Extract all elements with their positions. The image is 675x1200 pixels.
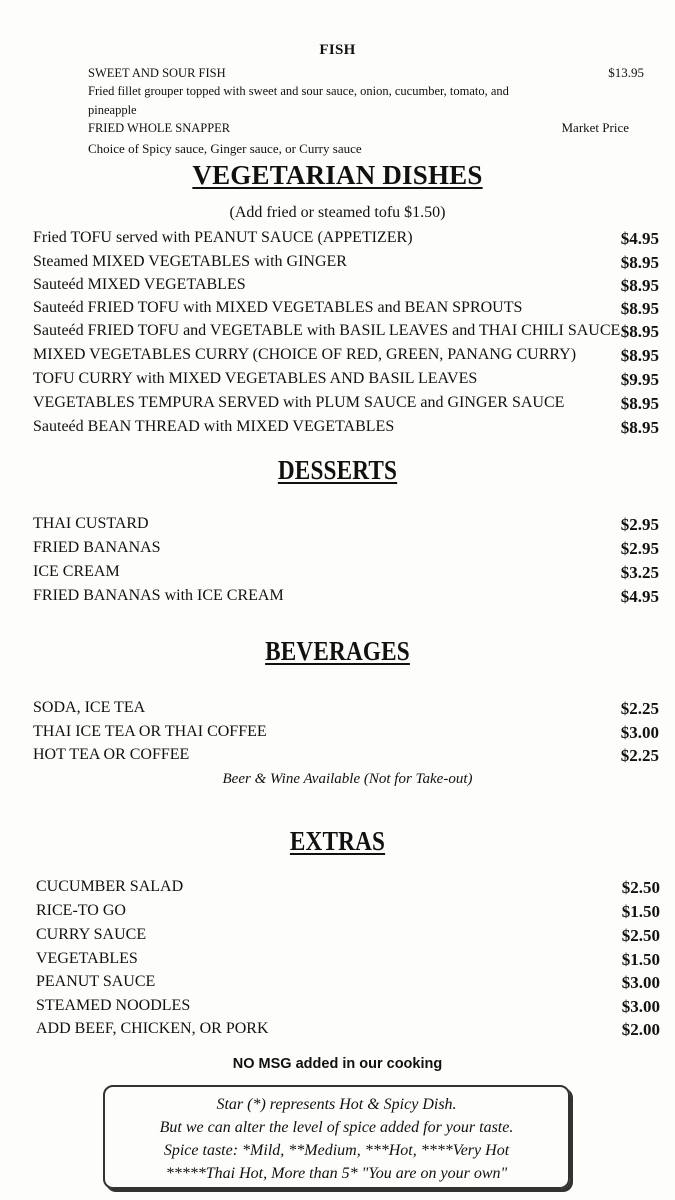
menu-item-price: $2.25 — [620, 746, 659, 765]
menu-item — [36, 950, 660, 974]
menu-item-name: Fried TOFU served with PEANUT SAUCE (APPETIZER) — [33, 229, 413, 246]
menu-item-name: TOFU CURRY with MIXED VEGETABLES AND BASIL LEAVES — [33, 370, 478, 387]
fish-item-description: Choice of Spicy sauce, Ginger sauce, or Curry sauce — [88, 141, 362, 156]
vegetarian-tofu-note: (Add fried or steamed tofu $1.50) — [229, 204, 446, 221]
fish-item-price: Market Price — [561, 120, 629, 135]
beverages-section-title: BEVERAGES — [265, 636, 410, 666]
menu-item — [33, 587, 659, 611]
extras-section-title: EXTRAS — [289, 826, 386, 856]
menu-item — [33, 418, 659, 442]
menu-item — [33, 299, 659, 323]
menu-item — [33, 699, 659, 723]
menu-item-name: HOT TEA OR COFFEE — [33, 746, 190, 763]
menu-item — [36, 1020, 660, 1044]
fish-item-description-cont: pineapple — [88, 103, 137, 117]
menu-item-name: Sauteéd MIXED VEGETABLES — [33, 276, 246, 293]
menu-item-price: $3.25 — [620, 563, 659, 582]
menu-item — [36, 997, 660, 1021]
menu-item-name: ADD BEEF, CHICKEN, OR PORK — [36, 1020, 269, 1037]
menu-item-price: $8.95 — [620, 394, 659, 413]
menu-item-price: $8.95 — [620, 322, 659, 341]
menu-item-name: PEANUT SAUCE — [36, 973, 156, 990]
menu-item-price: $8.95 — [620, 299, 659, 318]
menu-item-price: $8.95 — [620, 346, 659, 365]
menu-item-name: CURRY SAUCE — [36, 926, 147, 943]
menu-item — [33, 229, 659, 253]
menu-item — [33, 370, 659, 394]
menu-item — [33, 515, 659, 539]
beer-wine-note: Beer & Wine Available (Not for Take-out) — [222, 771, 473, 787]
menu-item-price: $8.95 — [620, 276, 659, 295]
menu-item-price: $8.95 — [620, 418, 659, 437]
menu-item-name: SODA, ICE TEA — [33, 699, 146, 716]
menu-item-price: $2.00 — [621, 1020, 660, 1039]
menu-item-name: Sauteéd FRIED TOFU with MIXED VEGETABLES and BEAN SPROUTS — [33, 299, 523, 316]
menu-item-name: THAI CUSTARD — [33, 515, 149, 532]
no-msg-notice: NO MSG added in our cooking — [232, 1056, 443, 1072]
fish-item-price: $13.95 — [608, 65, 644, 80]
fish-item-name: FRIED WHOLE SNAPPER — [88, 121, 231, 135]
menu-item-price: $1.50 — [621, 902, 660, 921]
menu-item — [33, 346, 659, 370]
spice-legend-line: Star (*) represents Hot & Spicy Dish. — [216, 1096, 457, 1113]
menu-item-name: THAI ICE TEA OR THAI COFFEE — [33, 723, 267, 740]
menu-item-name: RICE-TO GO — [36, 902, 126, 919]
menu-item-name: Sauteéd BEAN THREAD with MIXED VEGETABLES — [33, 418, 395, 435]
spice-legend-line: But we can alter the level of spice added for your taste. — [159, 1119, 514, 1136]
menu-item-price: $8.95 — [620, 253, 659, 272]
spice-legend-line: Spice taste: *Mild, **Medium, ***Hot, ****Very Hot — [163, 1142, 510, 1159]
menu-item-price: $4.95 — [620, 587, 659, 606]
menu-item — [33, 322, 659, 346]
menu-item-price: $2.95 — [620, 539, 659, 558]
fish-item-name: SWEET AND SOUR FISH — [88, 66, 226, 80]
menu-item — [36, 926, 660, 950]
menu-item-name: VEGETABLES — [36, 950, 138, 967]
menu-item — [36, 973, 660, 997]
spice-legend-line: *****Thai Hot, More than 5* "You are on your own" — [165, 1165, 508, 1182]
menu-item — [33, 723, 659, 747]
menu-item-price: $2.25 — [620, 699, 659, 718]
menu-item-price: $3.00 — [620, 723, 659, 742]
menu-item-price: $9.95 — [620, 370, 659, 389]
menu-item-price: $3.00 — [621, 997, 660, 1016]
menu-item — [33, 253, 659, 277]
menu-item — [33, 276, 659, 300]
menu-item-price: $1.50 — [621, 950, 660, 969]
menu-item-price: $4.95 — [620, 229, 659, 248]
menu-item-price: $2.50 — [621, 926, 660, 945]
menu-item — [36, 878, 660, 902]
menu-item-name: FRIED BANANAS with ICE CREAM — [33, 587, 284, 604]
menu-item-name: FRIED BANANAS — [33, 539, 161, 556]
fish-item-description: Fried fillet grouper topped with sweet and sour sauce, onion, cucumber, tomato, and — [88, 84, 509, 98]
menu-item-price: $2.95 — [620, 515, 659, 534]
vegetarian-section-title: VEGETARIAN DISHES — [192, 160, 483, 190]
menu-item-name: Sauteéd FRIED TOFU and VEGETABLE with BASIL LEAVES and THAI CHILI SAUCE — [33, 322, 621, 339]
menu-item-price: $2.50 — [621, 878, 660, 897]
desserts-section-title: DESSERTS — [277, 455, 398, 485]
menu-item — [33, 563, 659, 587]
menu-item — [36, 902, 660, 926]
menu-item — [33, 394, 659, 418]
fish-section-title: FISH — [319, 42, 356, 58]
menu-item-name: VEGETABLES TEMPURA SERVED with PLUM SAUCE and GINGER SAUCE — [33, 394, 565, 411]
menu-item-name: CUCUMBER SALAD — [36, 878, 184, 895]
menu-item-name: ICE CREAM — [33, 563, 120, 580]
spice-legend-box — [103, 1085, 570, 1189]
menu-item-name: MIXED VEGETABLES CURRY (CHOICE OF RED, GREEN, PANANG CURRY) — [33, 346, 577, 363]
menu-item — [33, 539, 659, 563]
menu-item-name: STEAMED NOODLES — [36, 997, 191, 1014]
menu-item-name: Steamed MIXED VEGETABLES with GINGER — [33, 253, 347, 270]
menu-item-price: $3.00 — [621, 973, 660, 992]
menu-item — [33, 746, 659, 770]
